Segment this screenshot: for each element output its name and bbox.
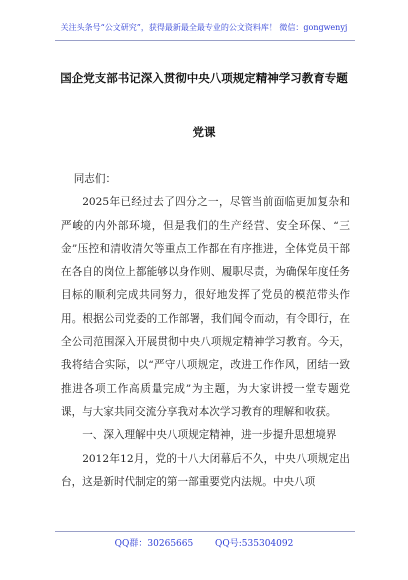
- document-subtitle: 党课: [192, 125, 216, 139]
- greeting-paragraph: 同志们：: [73, 173, 117, 185]
- header-divider: [55, 40, 355, 41]
- header-banner: 关注头条号“公文研究”，获得最新最全最专业的公文资料库！ 微信：gongwenyj: [60, 23, 348, 32]
- body-paragraph: 2012年12月，党的十八大闭幕后不久，中央八项规定出台，这是新时代制定的第一部重要党内法规。中央八项: [61, 452, 350, 488]
- document-title: 国企党支部书记深入贯彻中央八项规定精神学习教育专题: [60, 71, 348, 85]
- footer-contact: [0, 536, 408, 549]
- document-body: [61, 168, 350, 494]
- footer-qq-group: QQ群：30265665: [114, 539, 194, 549]
- footer-divider: [55, 531, 355, 532]
- section-heading: 一、深入理解中央八项规定精神，进一步提升思想境界: [82, 429, 337, 442]
- footer-qq-number: QQ号:535304092: [215, 539, 294, 549]
- body-paragraph: 2025年已经过去了四分之一，尽管当前面临更加复杂和严峻的内外部环境，但是我们的生产经营、安全环保、“三金”压控和清收清欠等重点工作都在有序推进，全体党员干部在各自的岗位上都能够以身作则、履职尽责，为确保年度任务目标的顺利完成共同努力，很好地发挥了党员的模范带头作用。根据公司党委的工作部署，我们闻令而动，有令即行，在全公司范围深入开展贯彻中央八项规定精神学习教育。今天，我将结合实际，以“严守八项规定，改进工作作风，团结一致推进各项工作高质量完成”为主题，为大家讲授一堂专题党课，与大家共同交流分享我对本次学习教育的理解和收获。: [61, 196, 350, 418]
